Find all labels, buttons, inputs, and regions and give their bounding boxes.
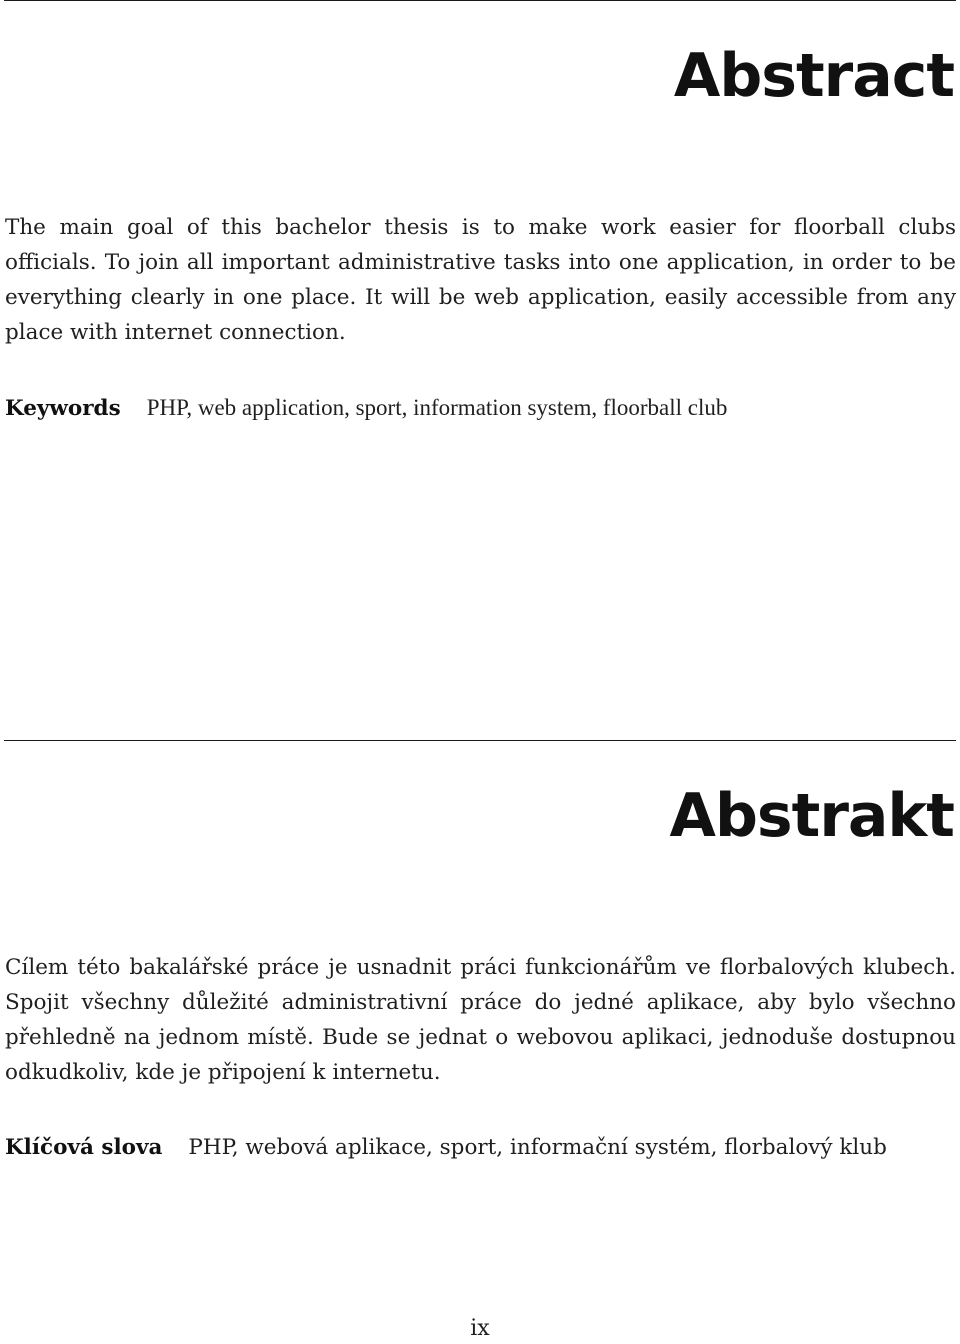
top-rule xyxy=(4,0,956,1)
keywords-text: PHP, web application, sport, information system, floorball club xyxy=(146,395,728,420)
middle-rule xyxy=(4,740,956,741)
keywords-label: Keywords xyxy=(5,396,121,421)
abstrakt-title: Abstrakt xyxy=(669,781,954,851)
klicova-slova-text: PHP, webová aplikace, sport, informační systém, florbalový klub xyxy=(188,1135,887,1160)
abstrakt-keywords xyxy=(5,1130,956,1165)
page-number: ix xyxy=(470,1316,490,1341)
abstract-title: Abstract xyxy=(673,41,954,111)
abstrakt-body: Cílem této bakalářské práce je usnadnit práci funkcionářům ve florbalových klubech. Spojit všechny důležité administrativní práce do jedné aplikace, aby bylo všechno přehledně na jednom místě. Bude se jednat o webovou aplikaci, jednoduše dostupnou odkudkoliv, kde je připojení k internetu. xyxy=(5,955,956,1085)
abstract-keywords xyxy=(5,390,956,426)
abstract-body: The main goal of this bachelor thesis is to make work easier for floorball clubs officials. To join all important administrative tasks into one application, in order to be everything clearly in one place. It will be web application, easily accessible from any place with internet connection. xyxy=(5,215,956,345)
klicova-slova-label: Klíčová slova xyxy=(5,1135,163,1160)
